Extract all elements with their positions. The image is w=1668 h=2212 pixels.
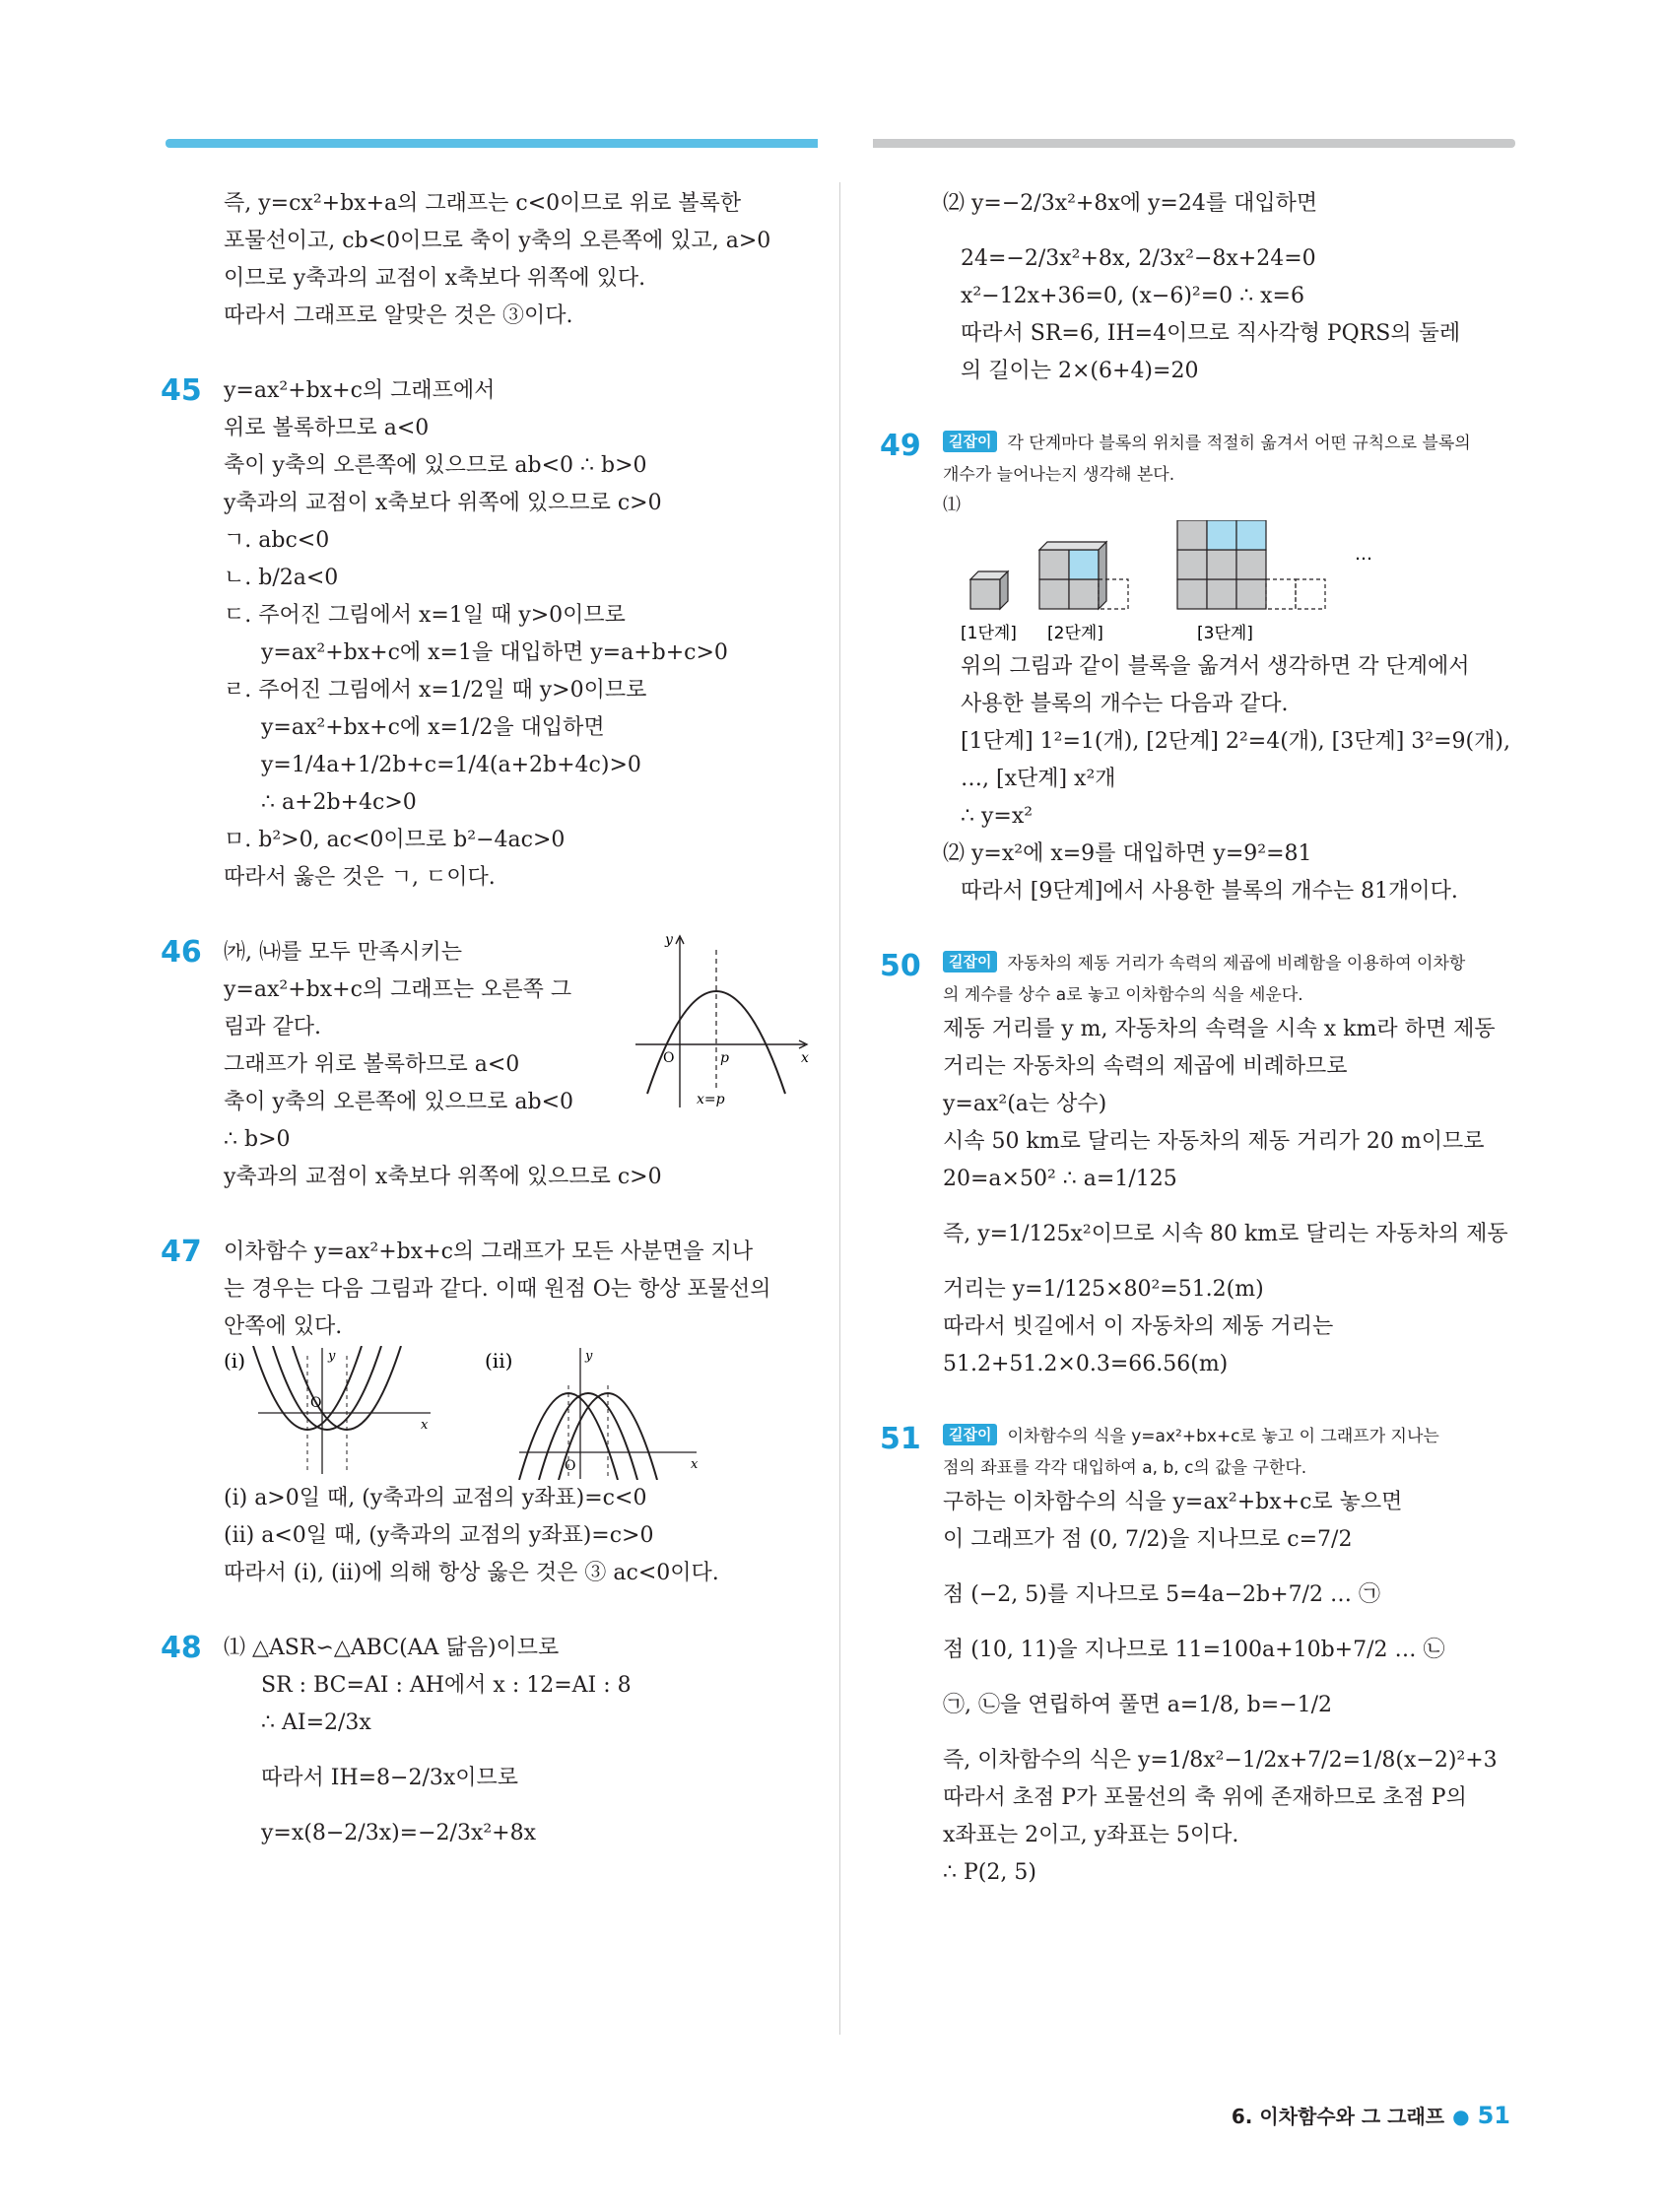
text-line: ⑵ y=−2/3x²+8x에 y=24를 대입하면: [943, 191, 1318, 216]
text-line: 따라서 빗길에서 이 자동차의 제동 거리는: [943, 1314, 1334, 1339]
text-line: ∴ b>0: [224, 1127, 291, 1152]
intro-block: [163, 185, 813, 335]
text-line: 51.2+51.2×0.3=66.56(m): [943, 1352, 1229, 1376]
y-axis-label: y: [665, 932, 673, 948]
hint-tag: 길잡이: [943, 431, 997, 452]
text-line: x²−12x+36=0, (x−6)²=0 ∴ x=6: [961, 284, 1304, 308]
problem-number: 50: [880, 949, 921, 983]
text-line: 거리는 자동차의 속력의 제곱에 비례하므로: [943, 1054, 1348, 1079]
text-line: 축이 y축의 오른쪽에 있으므로 ab<0: [224, 1090, 574, 1114]
svg-text:O: O: [565, 1458, 576, 1474]
p-label: p: [720, 1050, 729, 1066]
text-line: 제동 거리를 y m, 자동차의 속력을 시속 x km라 하면 제동: [943, 1017, 1496, 1041]
problem-45: [163, 372, 813, 897]
parabola-cases-figure: [224, 1346, 775, 1480]
stage-3-blocks: [1177, 520, 1325, 609]
case-ii-label: (ii): [485, 1349, 513, 1373]
text-line: 점 (−2, 5)를 지나므로 5=4a−2b+7/2 … ㉠: [943, 1582, 1380, 1607]
text-line: 따라서 SR=6, IH=4이므로 직사각형 PQRS의 둘레: [961, 321, 1461, 346]
hint-text: 개수가 늘어나는지 생각해 본다.: [943, 465, 1175, 485]
text-line: ㉠, ㉡을 연립하여 풀면 a=1/8, b=−1/2: [943, 1693, 1333, 1717]
text-line: 즉, 이차함수의 식은 y=1/8x²−1/2x+7/2=1/8(x−2)²+3: [943, 1748, 1498, 1773]
block-stages-figure: [961, 520, 1424, 648]
text-line: y축과의 교점이 x축보다 위쪽에 있으므로 c>0: [224, 1165, 662, 1189]
svg-text:O: O: [310, 1395, 322, 1411]
stage-2-blocks: [1039, 542, 1128, 609]
sub-label: ⑴: [943, 495, 961, 515]
text-line: 위의 그림과 같이 블록을 옮겨서 생각하면 각 단계에서: [961, 654, 1470, 679]
text-line: ⑴ △ASR∽△ABC(AA 닮음)이므로: [224, 1636, 560, 1660]
problem-51: [882, 1421, 1522, 1892]
parabola-graph: [626, 928, 823, 1115]
hint-text: 이차함수의 식을 y=ax²+bx+c로 놓고 이 그래프가 지나는: [1007, 1427, 1439, 1446]
stage-label: [3단계]: [1197, 624, 1253, 643]
text-line: 20=a×50² ∴ a=1/125: [943, 1167, 1177, 1191]
text-line: (i) a>0일 때, (y축과의 교점의 y좌표)=c<0: [224, 1486, 647, 1510]
text-line: 점 (10, 11)을 지나므로 11=100a+10b+7/2 … ㉡: [943, 1638, 1445, 1662]
right-column: [882, 185, 1522, 1892]
svg-text:y: y: [585, 1349, 593, 1364]
text-line: y=x(8−2/3x)=−2/3x²+8x: [261, 1821, 537, 1845]
text-line: 이므로 y축과의 교점이 x축보다 위쪽에 있다.: [224, 266, 646, 291]
problem-47: [163, 1234, 813, 1592]
svg-text:y: y: [328, 1349, 336, 1364]
problem-46: [163, 934, 813, 1196]
text-line: 따라서 초점 P가 포물선의 축 위에 존재하므로 초점 P의: [943, 1785, 1467, 1810]
text-line: 축이 y축의 오른쪽에 있으므로 ab<0 ∴ b>0: [224, 453, 647, 478]
text-line: ㈎, ㈏를 모두 만족시키는: [224, 940, 462, 965]
text-line: 포물선이고, cb<0이므로 축이 y축의 오른쪽에 있고, a>0: [224, 229, 771, 253]
hint-text: 각 단계마다 블록의 위치를 적절히 옮겨서 어떤 규칙으로 블록의: [1007, 434, 1471, 453]
stage-1-blocks: [970, 571, 1008, 609]
text-line: y=ax²+bx+c의 그래프는 오른쪽 그: [224, 977, 572, 1002]
text-line: 따라서 IH=8−2/3x이므로: [261, 1766, 519, 1790]
text-line: 이차함수 y=ax²+bx+c의 그래프가 모든 사분면을 지나: [224, 1240, 754, 1264]
hint-tag: 길잡이: [943, 1424, 997, 1445]
problem-48-continued: [882, 185, 1522, 390]
text-line: 따라서 그래프로 알맞은 것은 ③이다.: [224, 303, 573, 328]
text-line: ∴ AI=2/3x: [261, 1710, 371, 1735]
column-divider: [839, 182, 840, 2035]
text-line: y축과의 교점이 x축보다 위쪽에 있으므로 c>0: [224, 491, 662, 515]
header-notch: [818, 139, 873, 165]
text-line: 의 길이는 2×(6+4)=20: [961, 359, 1199, 383]
hint-text: 점의 좌표를 각각 대입하여 a, b, c의 값을 구한다.: [943, 1458, 1307, 1478]
text-line: SR : BC=AI : AH에서 x : 12=AI : 8: [261, 1673, 632, 1698]
text-line: y=ax²+bx+c에 x=1을 대입하면 y=a+b+c>0: [261, 640, 728, 665]
text-line: 안쪽에 있다.: [224, 1314, 343, 1339]
text-line: ㅁ. b²>0, ac<0이므로 b²−4ac>0: [224, 828, 566, 852]
text-line: ㄴ. b/2a<0: [224, 566, 339, 590]
hint-tag: 길잡이: [943, 951, 997, 972]
text-line: 24=−2/3x²+8x, 2/3x²−8x+24=0: [961, 246, 1316, 271]
text-line: 따라서 [9단계]에서 사용한 블록의 개수는 81개이다.: [961, 879, 1458, 904]
text-line: 림과 같다.: [224, 1015, 321, 1039]
chapter-title: 6. 이차함수와 그 그래프: [1231, 2105, 1445, 2128]
text-line: ⑵ y=x²에 x=9를 대입하면 y=9²=81: [943, 841, 1312, 866]
text-line: y=ax²+bx+c의 그래프에서: [224, 378, 496, 403]
problem-number: 46: [161, 935, 202, 970]
footer-dot-icon: ●: [1452, 2105, 1470, 2128]
text-line: 시속 50 km로 달리는 자동차의 제동 거리가 20 m이므로: [943, 1129, 1485, 1154]
problem-number: 51: [880, 1422, 921, 1456]
text-line: 즉, y=cx²+bx+a의 그래프는 c<0이므로 위로 볼록한: [224, 191, 742, 216]
text-line: ㄹ. 주어진 그림에서 x=1/2일 때 y>0이므로: [224, 678, 647, 703]
hint-text: 의 계수를 상수 a로 놓고 이차함수의 식을 세운다.: [943, 985, 1303, 1005]
stage-label: [2단계]: [1047, 624, 1103, 643]
problem-48: [163, 1630, 813, 1852]
left-column: [163, 185, 813, 1852]
text-line: 위로 볼록하므로 a<0: [224, 416, 430, 440]
hint-text: 자동차의 제동 거리가 속력의 제곱에 비례함을 이용하여 이차항: [1007, 954, 1466, 973]
problem-49: [882, 428, 1522, 910]
case-i-label: (i): [224, 1349, 246, 1373]
case-i-graph: [253, 1346, 431, 1474]
text-line: 거리는 y=1/125×80²=51.2(m): [943, 1277, 1264, 1302]
page-footer: [1232, 2101, 1510, 2129]
text-line: [1단계] 1²=1(개), [2단계] 2²=4(개), [3단계] 3²=9(개),: [961, 729, 1510, 754]
text-line: ∴ P(2, 5): [943, 1860, 1036, 1885]
text-line: ㄱ. abc<0: [224, 528, 330, 553]
text-line: 따라서 (i), (ii)에 의해 항상 옳은 것은 ③ ac<0이다.: [224, 1561, 719, 1585]
stage-label: [1단계]: [961, 624, 1017, 643]
text-line: 사용한 블록의 개수는 다음과 같다.: [961, 692, 1289, 716]
header-bar-gray: [855, 139, 1515, 148]
text-line: y=1/4a+1/2b+c=1/4(a+2b+4c)>0: [261, 753, 641, 777]
svg-text:x: x: [691, 1457, 699, 1472]
text-line: y=ax²+bx+c에 x=1/2을 대입하면: [261, 715, 605, 740]
svg-text:x: x: [421, 1418, 429, 1433]
problem-50: [882, 948, 1522, 1383]
page-number: 51: [1477, 2102, 1510, 2129]
axis-equation-label: x=p: [697, 1092, 725, 1107]
text-line: 그래프가 위로 볼록하므로 a<0: [224, 1052, 520, 1077]
problem-number: 49: [880, 429, 921, 463]
problem-number: 47: [161, 1235, 202, 1269]
text-line: 는 경우는 다음 그림과 같다. 이때 원점 O는 항상 포물선의: [224, 1277, 771, 1302]
text-line: 구하는 이차함수의 식을 y=ax²+bx+c로 놓으면: [943, 1490, 1403, 1514]
text-line: ∴ y=x²: [961, 804, 1034, 829]
case-ii-graph: [519, 1348, 699, 1480]
text-line: …, [x단계] x²개: [961, 767, 1116, 791]
text-line: y=ax²(a는 상수): [943, 1092, 1107, 1116]
header-bar-accent: [166, 139, 835, 148]
text-line: ㄷ. 주어진 그림에서 x=1일 때 y>0이므로: [224, 603, 626, 628]
ellipsis: …: [1355, 544, 1372, 565]
text-line: x좌표는 2이고, y좌표는 5이다.: [943, 1823, 1239, 1847]
text-line: 즉, y=1/125x²이므로 시속 80 km로 달리는 자동차의 제동: [943, 1222, 1508, 1246]
text-line: (ii) a<0일 때, (y축과의 교점의 y좌표)=c>0: [224, 1523, 654, 1548]
problem-number: 45: [161, 373, 202, 408]
x-axis-label: x: [801, 1050, 809, 1066]
text-line: 이 그래프가 점 (0, 7/2)을 지나므로 c=7/2: [943, 1527, 1353, 1552]
text-line: 따라서 옳은 것은 ㄱ, ㄷ이다.: [224, 865, 496, 890]
problem-number: 48: [161, 1631, 202, 1665]
text-line: ∴ a+2b+4c>0: [261, 790, 417, 815]
origin-label: O: [663, 1050, 675, 1066]
